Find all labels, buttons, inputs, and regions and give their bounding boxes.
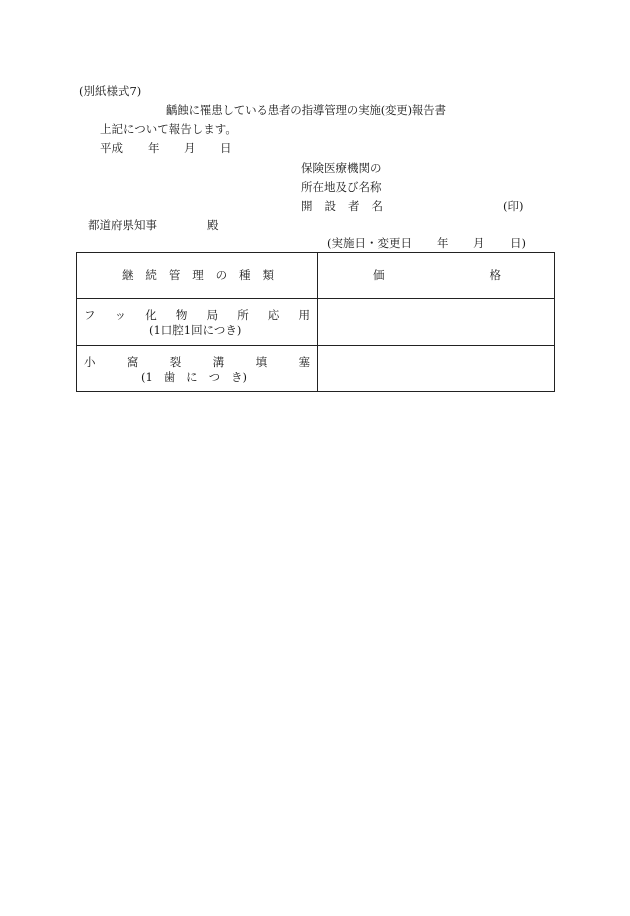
row-char: 填 [255, 355, 268, 369]
row-char: フ [84, 308, 96, 322]
implementation-day-label: 日) [510, 236, 526, 250]
seal-mark: (印) [503, 199, 524, 213]
management-price-table [76, 252, 555, 392]
note-char: つ [208, 370, 221, 384]
header-management-type [122, 268, 274, 282]
founder-char: 開 [301, 199, 313, 213]
row-divider [77, 298, 554, 299]
row-char: 化 [145, 308, 157, 322]
row-fluoride-price [327, 309, 547, 339]
row-char: 所 [237, 308, 249, 322]
note-char: 歯 [163, 370, 176, 384]
header-char: 継 [122, 268, 134, 282]
date-year-label: 年 [148, 141, 160, 155]
founder-char: 名 [371, 199, 383, 213]
date-month-label: 月 [184, 141, 196, 155]
date-era: 平成 [100, 141, 123, 155]
header-char: 価 [373, 268, 385, 282]
note-char: き) [231, 370, 247, 384]
row-char: ッ [114, 308, 127, 322]
note-char: (1 [141, 370, 153, 384]
founder-char: 者 [348, 199, 360, 213]
addressee-honorific: 殿 [207, 218, 219, 232]
column-divider [317, 253, 318, 391]
row-char: 物 [175, 308, 188, 322]
header-char: 格 [489, 268, 501, 282]
row-fluoride-name [84, 308, 310, 322]
header-char: 種 [239, 268, 251, 282]
header-char: 類 [262, 268, 274, 282]
row-char: 用 [298, 308, 310, 322]
institution-line2: 所在地及び名称 [301, 180, 382, 194]
addressee-name: 都道府県知事 [88, 218, 157, 232]
form-title: 齲蝕に罹患している患者の指導管理の実施(変更)報告書 [166, 103, 446, 117]
row-fluoride-note: (1口腔1回につき) [149, 323, 242, 337]
row-sealant-price [327, 355, 547, 385]
header-char: 理 [192, 268, 204, 282]
row-sealant-note [141, 370, 247, 384]
row-divider [77, 345, 554, 346]
founder-char: 設 [324, 199, 336, 213]
header-char: 続 [145, 268, 157, 282]
row-char: 窩 [126, 355, 139, 369]
row-char: 裂 [169, 355, 182, 369]
form-code: (別紙様式7) [79, 84, 142, 98]
note-char: に [186, 370, 198, 384]
header-char: 管 [168, 268, 181, 282]
row-char: 溝 [212, 355, 225, 369]
row-char: 塞 [298, 355, 310, 369]
intro-text: 上記について報告します。 [100, 122, 237, 136]
implementation-month-label: 月 [473, 236, 485, 250]
date-day-label: 日 [220, 141, 232, 155]
implementation-date-label: (実施日・変更日 [327, 236, 412, 250]
implementation-year-label: 年 [437, 236, 449, 250]
row-sealant-name [84, 355, 310, 369]
row-char: 小 [84, 355, 96, 369]
header-price [373, 268, 501, 282]
row-char: 局 [206, 308, 219, 322]
header-char: の [215, 268, 228, 282]
institution-line1: 保険医療機関の [301, 161, 382, 175]
founder-name-label [301, 199, 383, 213]
row-char: 応 [267, 308, 280, 322]
